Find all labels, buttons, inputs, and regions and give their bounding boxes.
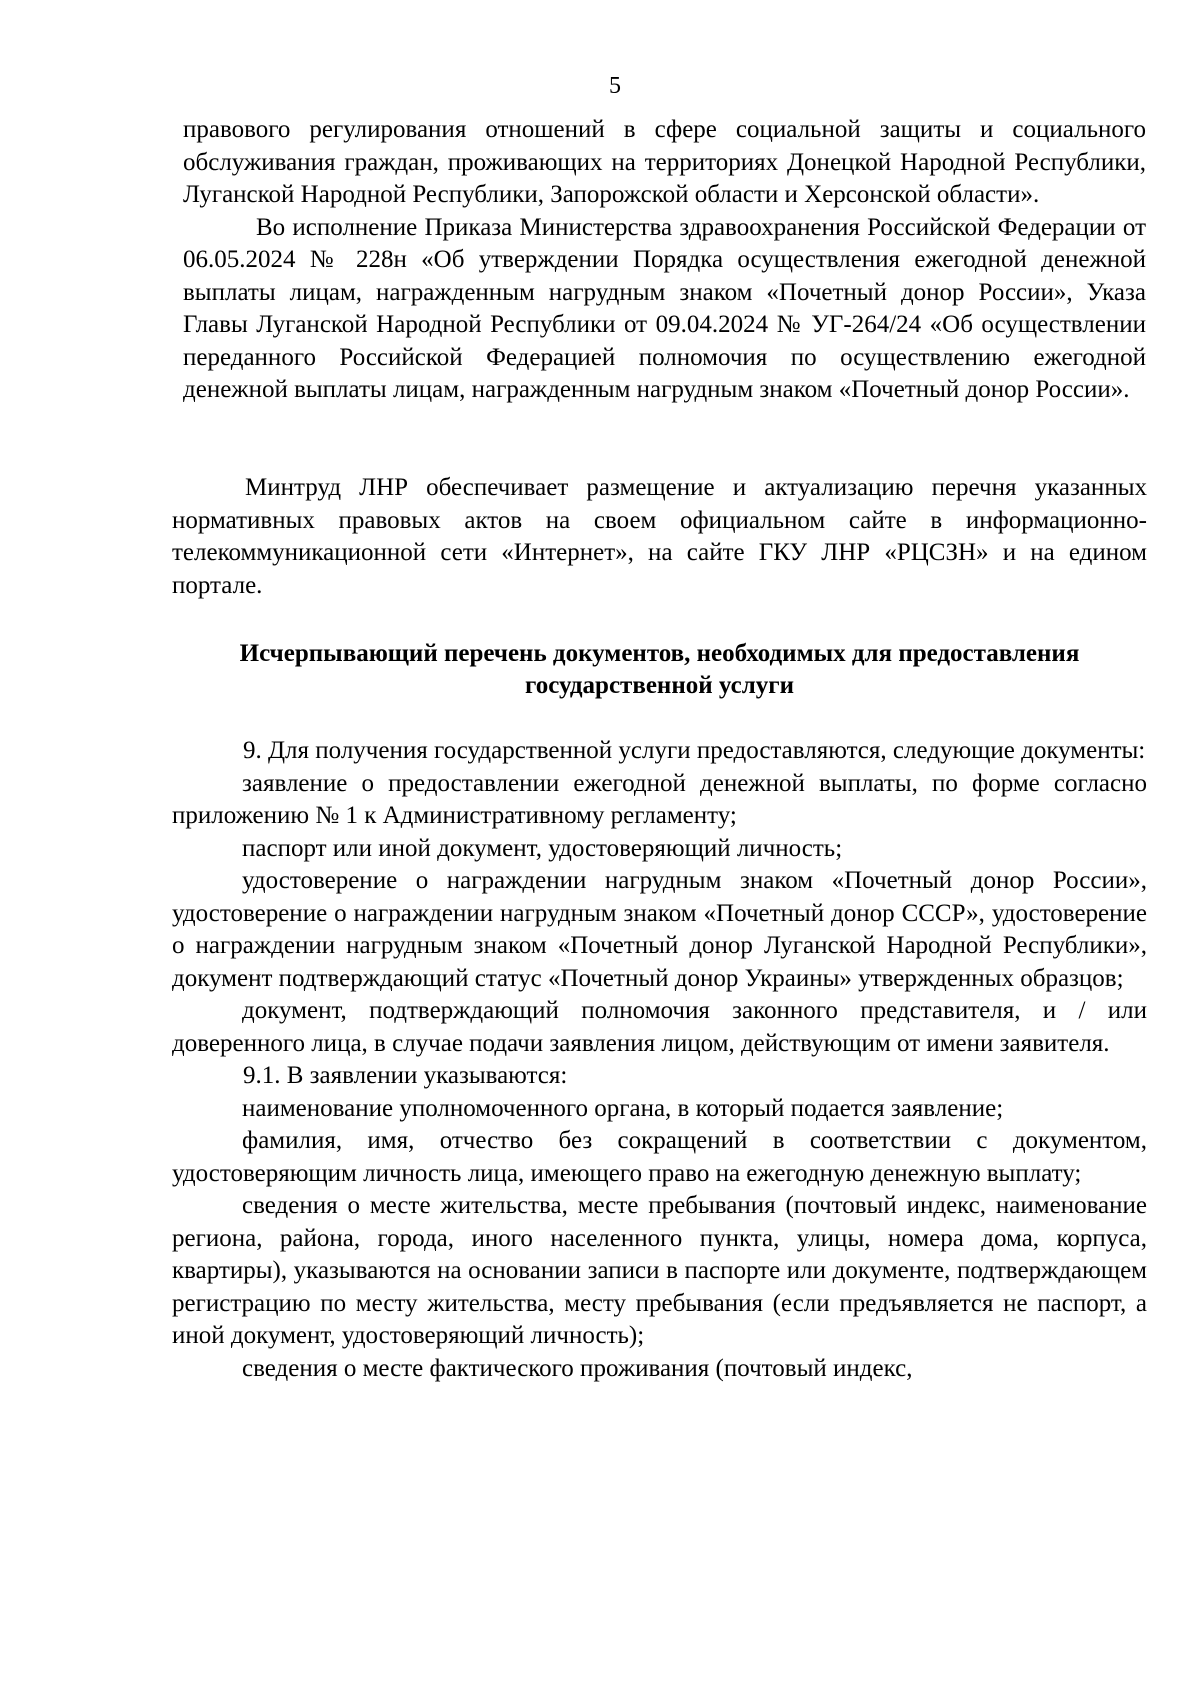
paragraph-full-name: фамилия, имя, отчество без сокращений в соответствии с документом, удостоверяющим личность лица, имеющего право на ежегодную денежную выплату; [172, 1127, 1147, 1187]
paragraph-authority-name: наименование уполномоченного органа, в который подается заявление; [242, 1094, 1004, 1122]
paragraph-representative-authority: документ, подтверждающий полномочия законного представителя, и / или доверенного лица, в случае подачи заявления лицом, действующим от имени заявителя. [172, 997, 1147, 1057]
paragraph-residence-info: сведения о месте жительства, месте пребывания (почтовый индекс, наименование региона, района, города, иного населенного пункта, улицы, номера дома, корпуса, квартиры), указываются на основании записи в паспорте или документе, подтверждающем регистрацию по месту жительства, месту пребывания (если предъявляется не паспорт, а иной документ, удостоверяющий личность); [172, 1192, 1147, 1349]
documents-list-block [172, 735, 1147, 1385]
paragraph-legal-regulation: правового регулирования отношений в сфере социальной защиты и социального обслуживания граждан, проживающих на территориях Донецкой Народной Республики, Луганской Народной Республики, Запорожской области и Херсонской области». [183, 116, 1146, 208]
paragraph-actual-residence: сведения о месте фактического проживания (почтовый индекс, [242, 1354, 913, 1382]
mintrud-block [172, 472, 1147, 602]
page-number: 5 [609, 73, 621, 99]
paragraph-item-9-1: 9.1. В заявлении указываются: [243, 1062, 568, 1089]
paragraph-ministry-order: Во исполнение Приказа Министерства здравоохранения Российской Федерации от 06.05.2024 № 228н «Об утверждении Порядка осуществления ежегодной денежной выплаты лицам, награжденным нагрудным знаком «Почетный донор России», Указа Главы Луганской Народной Республики от 09.04.2024 № УГ-264/24 «Об осуществлении переданного Российской Федерацией полномочия по осуществлению ежегодной денежной выплаты лицам, награжденным нагрудным знаком «Почетный донор России». [183, 213, 1146, 403]
paragraph-item-9: 9. Для получения государственной услуги предоставляются, следующие документы: [243, 737, 1146, 764]
paragraph-passport: паспорт или иной документ, удостоверяющий личность; [242, 834, 843, 862]
paragraph-mintrud: Минтруд ЛНР обеспечивает размещение и актуализацию перечня указанных нормативных правовых актов на своем официальном сайте в информационно-телекоммуникационной сети «Интернет», на сайте ГКУ ЛНР «РЦСЗН» и на едином портале. [172, 474, 1147, 599]
section-heading [172, 638, 1147, 702]
intro-block [183, 114, 1146, 407]
paragraph-donor-certificates: удостоверение о награждении нагрудным знаком «Почетный донор России», удостоверение о награждении нагрудным знаком «Почетный донор СССР», удостоверение о награждении нагрудным знаком «Почетный донор Луганской Народной Республики», документ подтверждающий статус «Почетный донор Украины» утвержденных образцов; [172, 867, 1147, 992]
section-heading-line-1: Исчерпывающий перечень документов, необходимых для предоставления [239, 640, 1080, 667]
section-heading-line-2: государственной услуги [524, 672, 795, 699]
paragraph-application-form: заявление о предоставлении ежегодной денежной выплаты, по форме согласно приложению № 1 к Административному регламенту; [172, 769, 1147, 829]
